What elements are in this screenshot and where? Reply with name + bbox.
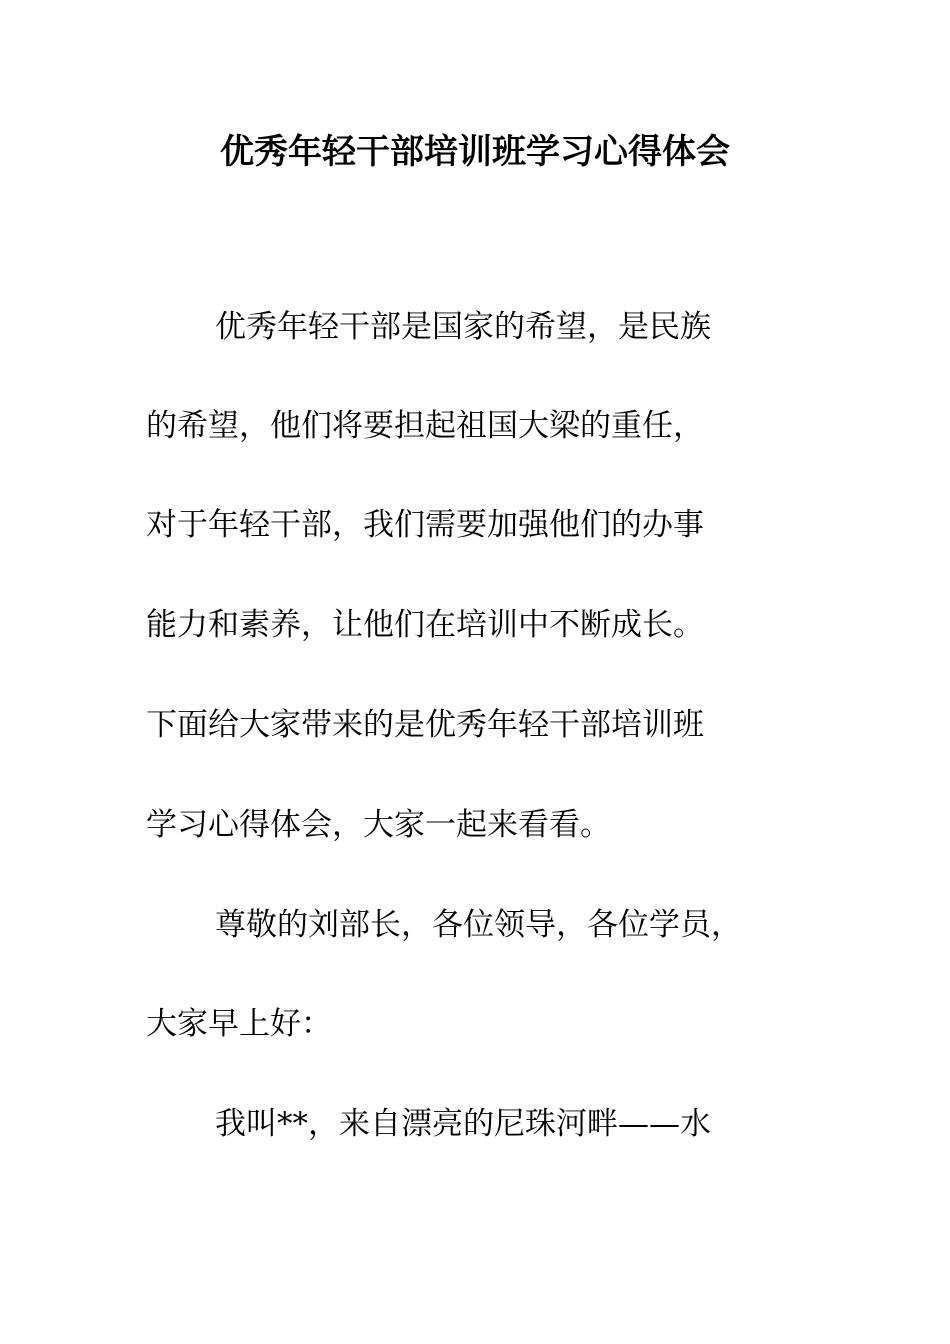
paragraph-line: 对于年轻干部，我们需要加强他们的办事 — [146, 507, 704, 543]
paragraph-line: 大家早上好： — [146, 1006, 332, 1042]
paragraph-line: 的希望，他们将要担起祖国大梁的重任， — [146, 408, 704, 444]
paragraph-line: 能力和素养，让他们在培训中不断成长。 — [146, 607, 704, 643]
paragraph-line: 我叫**，来自漂亮的尼珠河畔——水 — [215, 1106, 711, 1142]
paragraph-line: 学习心得体会，大家一起来看看。 — [146, 807, 611, 843]
paragraph-line: 尊敬的刘部长，各位领导，各位学员， — [215, 907, 742, 943]
paragraph-line: 下面给大家带来的是优秀年轻干部培训班 — [146, 707, 704, 743]
document-title: 优秀年轻干部培训班学习心得体会 — [220, 132, 730, 172]
paragraph-line: 优秀年轻干部是国家的希望，是民族 — [215, 309, 711, 345]
